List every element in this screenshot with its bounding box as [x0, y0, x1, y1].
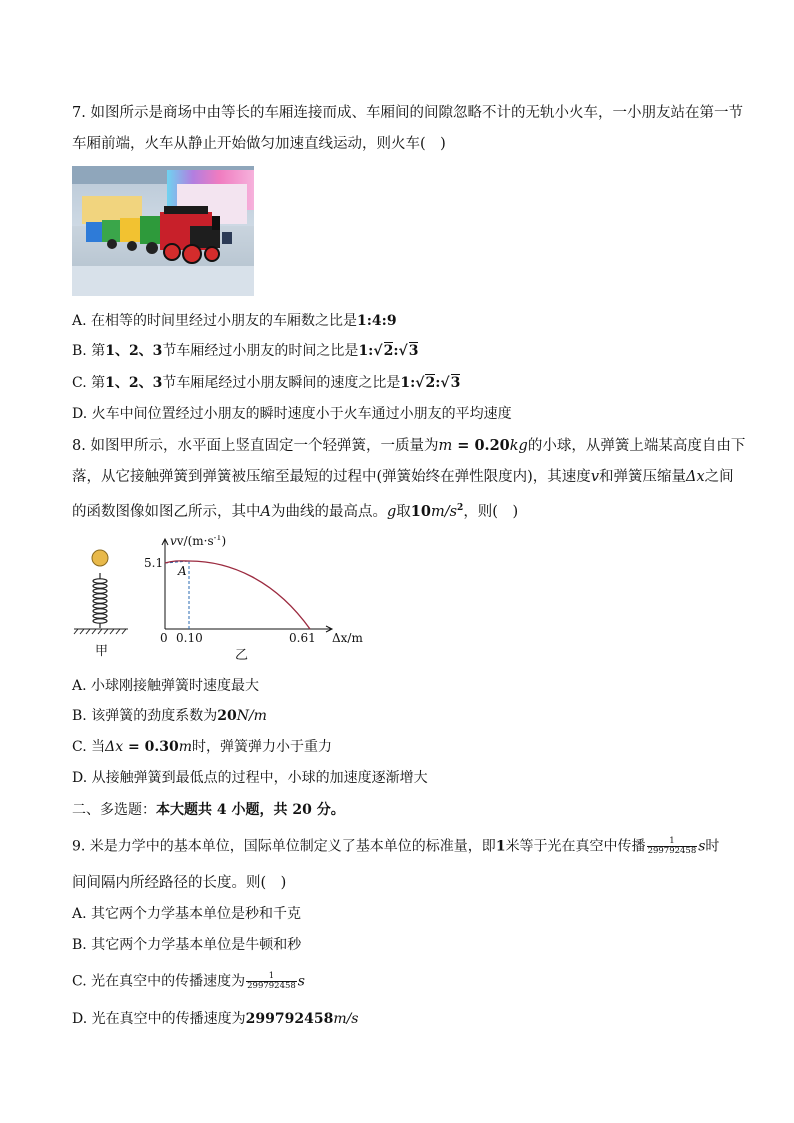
q9-text: 米等于光在真空中传播 [505, 838, 646, 855]
q7-option-d[interactable]: D. 火车中间位置经过小朋友的瞬时速度小于火车通过小朋友的平均速度 [72, 406, 512, 422]
q9-option-d[interactable] [72, 1010, 359, 1028]
q8-g-unit: m/s [430, 503, 458, 520]
q7-option-c-prefix: C. 第 [72, 375, 106, 391]
q7-option-a-text: A. 在相等的时间里经过小朋友的车厢数之比是 [72, 313, 358, 329]
q7-option-b-ratio-a: 1: [358, 343, 374, 359]
q8-text: ，则( ) [463, 503, 519, 520]
q8-g-value: 10 [410, 502, 431, 520]
q8-var-a: A [260, 503, 271, 520]
q9-option-c-den: 299792458 [247, 981, 296, 991]
q8-option-c-value: = 0.30 [123, 739, 179, 755]
q8-option-c-text: 时，弹簧弹力小于重力 [192, 739, 332, 755]
q8-text: 8. 如图甲所示，水平面上竖直固定一个轻弹簧，一质量为 [72, 438, 439, 454]
q8-option-c[interactable] [72, 738, 332, 756]
q7-option-a[interactable] [72, 312, 397, 330]
q8-var-v: v [590, 469, 600, 485]
q7-option-b-ratio-sep: : [393, 343, 399, 359]
q7-option-a-ratio: 1:4:9 [357, 313, 397, 329]
q7-option-b-nums: 1、2、3 [105, 343, 163, 359]
q8-stem-line3 [72, 499, 518, 521]
q9-fraction [647, 837, 698, 856]
q8-option-b-unit: N/m [236, 708, 267, 724]
q7-option-b-text: 节车厢经过小朋友的时间之比是 [162, 343, 359, 359]
q8-option-b[interactable] [72, 707, 267, 725]
q9-stem-line2: 间间隔内所经路径的长度。则( ) [72, 875, 287, 891]
q7-option-c-ratio-b: 2 [425, 375, 436, 391]
q9-option-c[interactable] [72, 972, 305, 991]
q9-num: 1 [495, 838, 506, 855]
q7-stem-line2: 车厢前端，火车从静止开始做匀加速直线运动，则火车( ) [72, 136, 446, 152]
section-heading-detail: 本大题共 4 小题，共 20 分。 [156, 802, 345, 818]
q9-option-c-text: C. 光在真空中的传播速度为 [72, 973, 246, 990]
q9-text: 时 [705, 838, 720, 855]
caption-yi: 乙 [235, 648, 249, 663]
q9-fraction-num: 1 [647, 837, 698, 847]
q8-text: 的函数图像如图乙所示，其中 [72, 503, 261, 520]
q8-text: 和弹簧压缩量 [599, 469, 687, 485]
q8-option-b-text: B. 该弹簧的劲度系数为 [72, 708, 218, 724]
y-tick-label: 5.1 [144, 556, 164, 570]
q8-text: 的小球，从弹簧上端某高度自由下 [527, 438, 746, 454]
q9-option-d-value: 299792458 [245, 1011, 334, 1027]
q9-option-c-unit: s [297, 973, 305, 990]
q7-option-b-prefix: B. 第 [72, 343, 106, 359]
q8-option-c-unit: m [178, 739, 192, 755]
spring [93, 573, 107, 628]
q8-text: 之间 [704, 469, 734, 485]
q8-g-unit-sup: 2 [457, 503, 464, 513]
q8-var-g: g [386, 503, 397, 520]
sqrt-icon: √ [398, 343, 408, 359]
q8-option-d[interactable]: D. 从接触弹簧到最低点的过程中，小球的加速度逐渐增大 [72, 770, 428, 786]
peak-label: A [178, 564, 187, 578]
q8-stem-line2 [72, 468, 734, 486]
q9-unit-s: s [698, 838, 706, 855]
q8-option-b-value: 20 [217, 708, 237, 724]
q8-var-dx: Δx [686, 469, 705, 485]
sqrt-icon: √ [440, 375, 450, 391]
q9-option-b[interactable]: B. 其它两个力学基本单位是牛顿和秒 [72, 937, 302, 953]
q9-option-c-fraction [246, 972, 297, 991]
q8-option-c-prefix: C. 当 [72, 739, 106, 755]
q9-option-d-unit: m/s [333, 1011, 359, 1027]
q9-option-d-text: D. 光在真空中的传播速度为 [72, 1011, 246, 1027]
spring-velocity-figure [70, 535, 370, 665]
q7-option-c-ratio-c: 3 [450, 375, 461, 391]
q8-option-a[interactable]: A. 小球刚接触弹簧时速度最大 [72, 678, 260, 694]
q8-stem-line1 [72, 437, 745, 455]
q7-stem-line1: 7. 如图所示是商场中由等长的车厢连接而成、车厢间的间隙忽略不计的无轨小火车，一小朋友站在第一节 [72, 105, 743, 121]
q9-text: 9. 米是力学中的基本单位，国际单位制定义了基本单位的标准量，即 [72, 838, 496, 855]
q8-var-m: m [438, 438, 453, 454]
q7-option-c-ratio-sep: : [435, 375, 441, 391]
q8-text: 落，从它接触弹簧到弹簧被压缩至最短的过程中(弹簧始终在弹性限度内)，其速度 [72, 469, 591, 485]
caption-jia: 甲 [95, 644, 109, 659]
axes [162, 539, 332, 632]
origin-label: 0 [160, 631, 168, 645]
x-axis-label: Δx/m [332, 631, 363, 645]
section-heading [72, 801, 345, 819]
q9-stem-line1 [72, 837, 719, 856]
x-tick-label-1: 0.10 [176, 631, 203, 645]
q9-fraction-den: 299792458 [647, 846, 697, 856]
q8-text: 为曲线的最高点。 [270, 503, 387, 520]
ball [92, 550, 108, 566]
train-photo [72, 166, 254, 296]
q7-option-c-ratio-a: 1: [400, 375, 416, 391]
q8-mass-value: = 0.20 [452, 437, 510, 454]
q7-option-c-nums: 1、2、3 [105, 375, 163, 391]
q9-option-c-num: 1 [246, 972, 297, 982]
q7-option-c[interactable] [72, 374, 460, 392]
y-axis-label: $vv/(m\cdot s^{-1})$ [170, 535, 227, 548]
q7-option-b[interactable] [72, 342, 418, 360]
q8-unit-kg: kg [509, 438, 528, 454]
q8-text: 取 [396, 503, 411, 520]
sqrt-icon: √ [415, 375, 425, 391]
section-heading-title: 二、多选题： [72, 802, 156, 818]
q7-option-c-text: 节车厢尾经过小朋友瞬间的速度之比是 [162, 375, 401, 391]
q8-option-c-var: Δx [105, 739, 124, 755]
sqrt-icon: √ [373, 343, 383, 359]
q7-option-b-ratio-c: 3 [408, 343, 419, 359]
x-tick-label-2: 0.61 [289, 631, 316, 645]
ground [74, 629, 128, 634]
q7-option-b-ratio-b: 2 [383, 343, 394, 359]
q9-option-a[interactable]: A. 其它两个力学基本单位是秒和千克 [72, 906, 302, 922]
velocity-curve [165, 561, 310, 629]
